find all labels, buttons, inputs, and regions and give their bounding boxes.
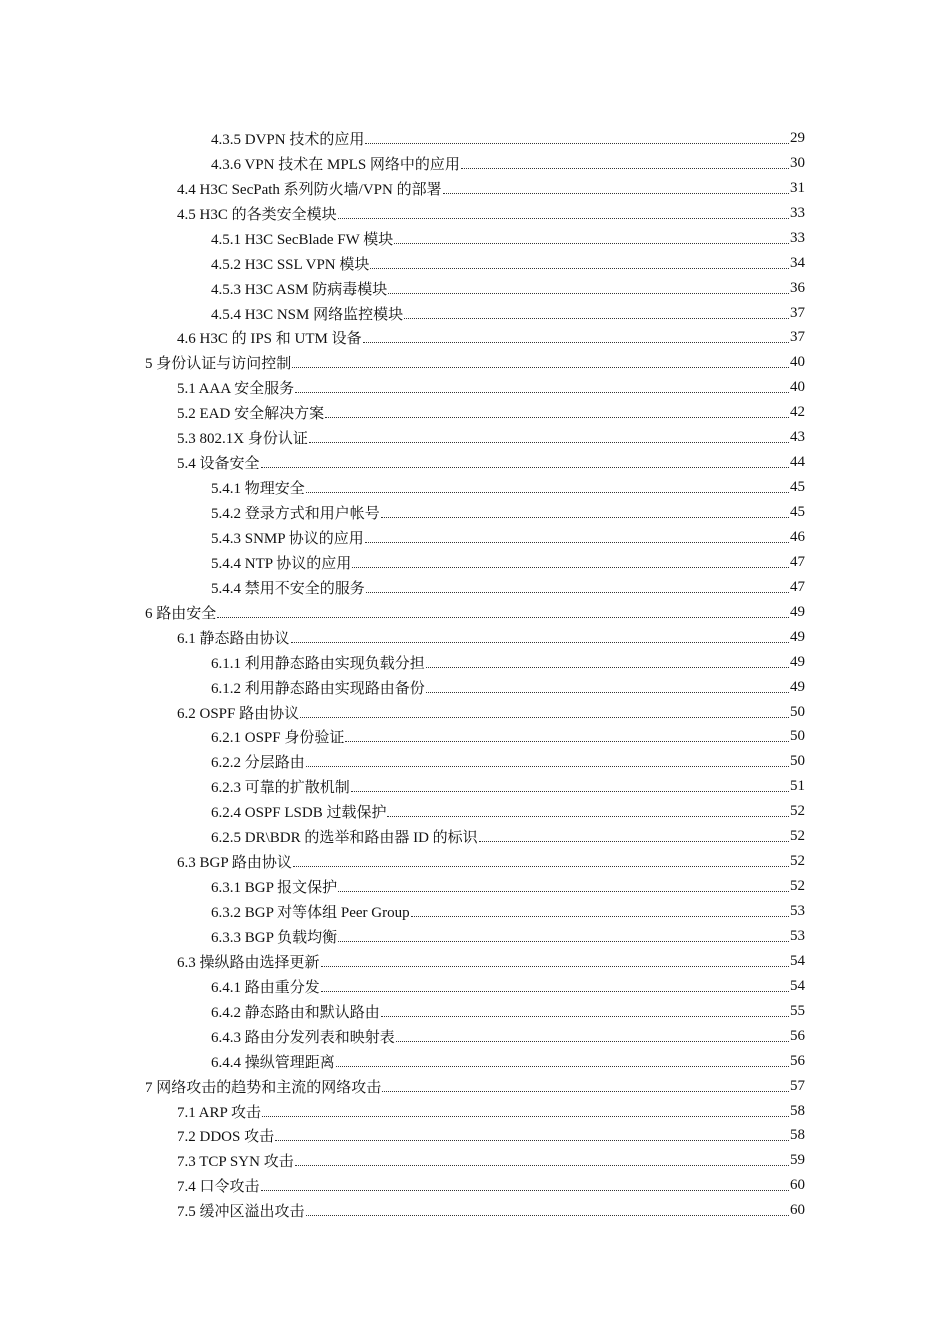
- toc-entry[interactable]: [177, 1173, 805, 1198]
- toc-entry-page-number: 58: [790, 1127, 805, 1144]
- toc-entry[interactable]: [211, 525, 805, 550]
- toc-entry-page-number: 56: [790, 1027, 805, 1044]
- toc-entry-page-number: 52: [790, 828, 805, 845]
- toc-entry-title: 6.2.5 DR\BDR 的选举和路由器 ID 的标识: [211, 830, 478, 847]
- toc-entry[interactable]: [211, 650, 805, 675]
- toc-entry-page-number: 50: [790, 703, 805, 720]
- toc-entry-page-number: 56: [790, 1052, 805, 1069]
- toc-entry-title: 5.4.2 登录方式和用户帐号: [211, 506, 380, 523]
- toc-dot-leader: [388, 292, 789, 294]
- toc-entry[interactable]: [211, 1049, 805, 1074]
- toc-entry-title: 7.5 缓冲区溢出攻击: [177, 1204, 305, 1221]
- toc-entry[interactable]: [177, 375, 805, 400]
- toc-dot-leader: [352, 566, 789, 568]
- toc-entry[interactable]: [211, 575, 805, 600]
- toc-entry[interactable]: [211, 899, 805, 924]
- toc-dot-leader: [363, 341, 789, 343]
- toc-entry-title: 6.1 静态路由协议: [177, 630, 290, 647]
- toc-entry[interactable]: [211, 126, 805, 151]
- toc-entry-page-number: 31: [790, 179, 805, 196]
- toc-entry-page-number: 54: [790, 952, 805, 969]
- toc-dot-leader: [411, 915, 789, 917]
- toc-entry[interactable]: [211, 301, 805, 326]
- toc-dot-leader: [479, 840, 789, 842]
- toc-dot-leader: [217, 616, 789, 618]
- toc-entry-page-number: 52: [790, 878, 805, 895]
- toc-entry-title: 6.3.3 BGP 负载均衡: [211, 929, 338, 946]
- toc-entry[interactable]: [211, 500, 805, 525]
- toc-entry-page-number: 50: [790, 753, 805, 770]
- toc-dot-leader: [365, 142, 789, 144]
- toc-entry-page-number: 53: [790, 903, 805, 920]
- toc-entry-page-number: 44: [790, 454, 805, 471]
- toc-dot-leader: [345, 740, 789, 742]
- toc-entry-page-number: 50: [790, 728, 805, 745]
- toc-entry[interactable]: [211, 550, 805, 575]
- toc-entry-title: 5.4.4 NTP 协议的应用: [211, 555, 352, 572]
- toc-entry-title: 6.1.2 利用静态路由实现路由备份: [211, 680, 425, 697]
- toc-entry-title: 6.3.2 BGP 对等体组 Peer Group: [211, 905, 410, 922]
- toc-entry-page-number: 49: [790, 603, 805, 620]
- toc-entry[interactable]: [177, 400, 805, 425]
- toc-entry[interactable]: [211, 725, 805, 750]
- toc-entry[interactable]: [211, 475, 805, 500]
- toc-dot-leader: [293, 865, 789, 867]
- table-of-contents: [0, 126, 950, 1223]
- toc-entry-title: 4.6 H3C 的 IPS 和 UTM 设备: [177, 331, 362, 348]
- toc-entry-page-number: 49: [790, 628, 805, 645]
- toc-entry-page-number: 60: [790, 1202, 805, 1219]
- toc-entry-page-number: 40: [790, 379, 805, 396]
- toc-entry-page-number: 58: [790, 1102, 805, 1119]
- toc-dot-leader: [461, 167, 789, 169]
- toc-entry-page-number: 55: [790, 1002, 805, 1019]
- toc-entry-title: 4.3.5 DVPN 技术的应用: [211, 131, 365, 148]
- toc-entry[interactable]: [211, 774, 805, 799]
- toc-dot-leader: [291, 641, 789, 643]
- toc-dot-leader: [381, 1015, 789, 1017]
- toc-entry-title: 6.4.1 路由重分发: [211, 979, 320, 996]
- toc-entry-title: 6.4.3 路由分发列表和映射表: [211, 1029, 395, 1046]
- toc-dot-leader: [338, 940, 789, 942]
- toc-dot-leader: [338, 890, 789, 892]
- toc-entry-title: 4.4 H3C SecPath 系列防火墙/VPN 的部署: [177, 181, 442, 198]
- toc-entry-title: 5 身份认证与访问控制: [145, 356, 292, 373]
- toc-entry-page-number: 53: [790, 927, 805, 944]
- toc-entry-page-number: 54: [790, 977, 805, 994]
- toc-entry-title: 6.2.2 分层路由: [211, 755, 305, 772]
- toc-dot-leader: [381, 516, 789, 518]
- toc-entry-page-number: 52: [790, 803, 805, 820]
- toc-entry[interactable]: [177, 201, 805, 226]
- toc-entry-title: 7.2 DDOS 攻击: [177, 1129, 275, 1146]
- toc-dot-leader: [321, 990, 789, 992]
- toc-entry-page-number: 37: [790, 329, 805, 346]
- toc-entry-title: 6.2.3 可靠的扩散机制: [211, 780, 350, 797]
- toc-entry-title: 7.3 TCP SYN 攻击: [177, 1154, 294, 1171]
- toc-dot-leader: [300, 716, 789, 718]
- toc-entry-page-number: 43: [790, 429, 805, 446]
- toc-entry[interactable]: [145, 350, 805, 375]
- toc-entry[interactable]: [177, 176, 805, 201]
- toc-entry-page-number: 52: [790, 853, 805, 870]
- toc-entry-page-number: 29: [790, 129, 805, 146]
- toc-entry-title: 6.2 OSPF 路由协议: [177, 705, 300, 722]
- toc-dot-leader: [325, 416, 789, 418]
- toc-entry-title: 5.4.4 禁用不安全的服务: [211, 580, 365, 597]
- toc-dot-leader: [370, 267, 789, 269]
- toc-entry[interactable]: [211, 276, 805, 301]
- toc-entry-title: 5.3 802.1X 身份认证: [177, 431, 308, 448]
- toc-entry[interactable]: [177, 625, 805, 650]
- toc-dot-leader: [306, 491, 789, 493]
- toc-entry-title: 5.1 AAA 安全服务: [177, 381, 295, 398]
- toc-entry-title: 6.4.4 操纵管理距离: [211, 1054, 335, 1071]
- toc-dot-leader: [275, 1139, 789, 1141]
- toc-entry[interactable]: [211, 974, 805, 999]
- toc-entry-title: 7.4 口令攻击: [177, 1179, 260, 1196]
- toc-dot-leader: [306, 765, 789, 767]
- toc-entry[interactable]: [177, 949, 805, 974]
- toc-entry-page-number: 51: [790, 778, 805, 795]
- toc-entry[interactable]: [211, 874, 805, 899]
- toc-entry-title: 6.3 操纵路由选择更新: [177, 954, 320, 971]
- toc-entry-title: 6.2.4 OSPF LSDB 过载保护: [211, 805, 387, 822]
- toc-entry-page-number: 33: [790, 229, 805, 246]
- toc-entry[interactable]: [177, 1099, 805, 1124]
- toc-entry-title: 6.3 BGP 路由协议: [177, 855, 292, 872]
- toc-entry-page-number: 57: [790, 1077, 805, 1094]
- toc-entry[interactable]: [211, 799, 805, 824]
- toc-entry-page-number: 47: [790, 578, 805, 595]
- toc-dot-leader: [306, 1214, 789, 1216]
- toc-entry[interactable]: [211, 924, 805, 949]
- toc-dot-leader: [261, 466, 789, 468]
- toc-entry-page-number: 60: [790, 1177, 805, 1194]
- toc-entry[interactable]: [177, 1124, 805, 1149]
- toc-entry[interactable]: [177, 450, 805, 475]
- toc-entry-page-number: 45: [790, 479, 805, 496]
- toc-dot-leader: [261, 1189, 789, 1191]
- toc-dot-leader: [351, 790, 789, 792]
- toc-entry[interactable]: [211, 226, 805, 251]
- toc-dot-leader: [336, 1065, 789, 1067]
- toc-entry[interactable]: [177, 326, 805, 351]
- toc-entry[interactable]: [145, 1074, 805, 1099]
- toc-entry-page-number: 30: [790, 154, 805, 171]
- toc-entry[interactable]: [211, 1024, 805, 1049]
- toc-entry-title: 5.4 设备安全: [177, 456, 260, 473]
- toc-dot-leader: [366, 591, 789, 593]
- toc-dot-leader: [295, 391, 789, 393]
- toc-entry[interactable]: [211, 675, 805, 700]
- toc-dot-leader: [387, 815, 789, 817]
- toc-entry-title: 5.4.1 物理安全: [211, 481, 305, 498]
- toc-entry-title: 4.5.4 H3C NSM 网络监控模块: [211, 306, 404, 323]
- toc-entry[interactable]: [177, 1148, 805, 1173]
- toc-entry[interactable]: [211, 251, 805, 276]
- toc-dot-leader: [443, 192, 789, 194]
- toc-entry[interactable]: [177, 1198, 805, 1223]
- toc-entry-title: 4.5.3 H3C ASM 防病毒模块: [211, 281, 388, 298]
- toc-entry-page-number: 36: [790, 279, 805, 296]
- toc-dot-leader: [262, 1115, 789, 1117]
- toc-entry-title: 5.2 EAD 安全解决方案: [177, 406, 325, 423]
- toc-entry-title: 4.5 H3C 的各类安全模块: [177, 206, 337, 223]
- toc-entry-title: 6.1.1 利用静态路由实现负载分担: [211, 655, 425, 672]
- toc-entry-title: 6.3.1 BGP 报文保护: [211, 880, 338, 897]
- toc-entry-page-number: 45: [790, 504, 805, 521]
- toc-entry-page-number: 59: [790, 1152, 805, 1169]
- toc-dot-leader: [292, 366, 789, 368]
- toc-entry-title: 7.1 ARP 攻击: [177, 1104, 262, 1121]
- toc-dot-leader: [394, 242, 789, 244]
- toc-dot-leader: [338, 217, 789, 219]
- toc-entry-page-number: 49: [790, 653, 805, 670]
- toc-entry-title: 7 网络攻击的趋势和主流的网络攻击: [145, 1079, 382, 1096]
- toc-entry-title: 4.3.6 VPN 技术在 MPLS 网络中的应用: [211, 156, 460, 173]
- toc-entry[interactable]: [211, 151, 805, 176]
- toc-entry-page-number: 37: [790, 304, 805, 321]
- toc-dot-leader: [309, 441, 789, 443]
- toc-entry[interactable]: [211, 999, 805, 1024]
- toc-entry-page-number: 46: [790, 528, 805, 545]
- toc-entry-title: 6.4.2 静态路由和默认路由: [211, 1004, 380, 1021]
- toc-dot-leader: [396, 1040, 789, 1042]
- toc-entry[interactable]: [177, 700, 805, 725]
- toc-entry-title: 6 路由安全: [145, 605, 217, 622]
- toc-entry-page-number: 49: [790, 678, 805, 695]
- toc-entry[interactable]: [177, 425, 805, 450]
- toc-entry-title: 4.5.2 H3C SSL VPN 模块: [211, 256, 370, 273]
- toc-entry-title: 4.5.1 H3C SecBlade FW 模块: [211, 231, 394, 248]
- toc-dot-leader: [365, 541, 789, 543]
- toc-dot-leader: [321, 965, 789, 967]
- toc-entry-page-number: 34: [790, 254, 805, 271]
- toc-entry[interactable]: [177, 849, 805, 874]
- toc-dot-leader: [426, 691, 789, 693]
- toc-entry[interactable]: [145, 600, 805, 625]
- toc-entry-page-number: 40: [790, 354, 805, 371]
- toc-entry-page-number: 47: [790, 553, 805, 570]
- toc-dot-leader: [295, 1164, 789, 1166]
- toc-entry-page-number: 33: [790, 204, 805, 221]
- toc-entry-title: 5.4.3 SNMP 协议的应用: [211, 530, 364, 547]
- toc-dot-leader: [426, 666, 789, 668]
- toc-entry[interactable]: [211, 749, 805, 774]
- toc-entry-page-number: 42: [790, 404, 805, 421]
- toc-entry[interactable]: [211, 824, 805, 849]
- toc-dot-leader: [382, 1090, 789, 1092]
- toc-dot-leader: [404, 317, 789, 319]
- toc-entry-title: 6.2.1 OSPF 身份验证: [211, 730, 345, 747]
